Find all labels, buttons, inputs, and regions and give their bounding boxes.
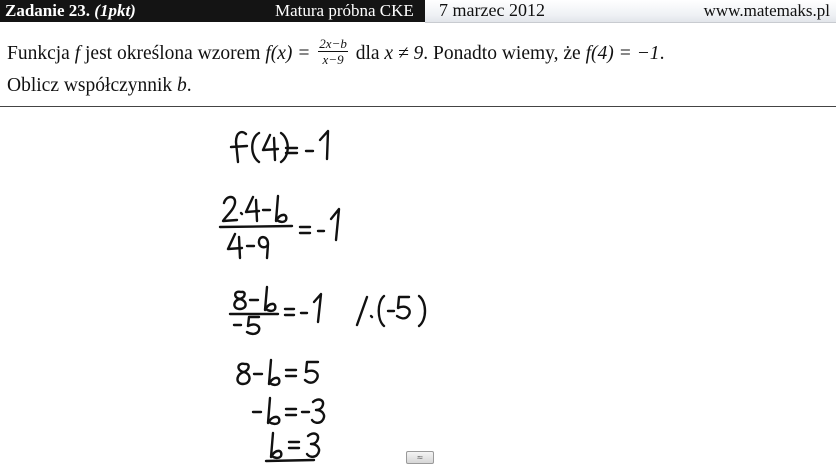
sentence-end: .: [659, 43, 665, 64]
scroll-up-handle[interactable]: [406, 451, 434, 464]
fraction-numerator: 2x−b: [319, 36, 347, 52]
website-link[interactable]: www.matemaks.pl: [703, 1, 830, 20]
question-text: Oblicz współczynnik: [7, 75, 178, 96]
solution-step-3: [230, 287, 425, 334]
exam-name: Matura próbna CKE: [275, 1, 414, 20]
solution-step-5: [253, 398, 324, 424]
given-intro: . Ponadto wiemy, że: [423, 43, 586, 64]
given-condition: f(4) = −1: [585, 43, 660, 64]
domain-text: dla: [350, 43, 385, 64]
task-label: Zadanie 23.: [5, 1, 91, 20]
question-variable: b: [177, 75, 187, 96]
function-symbol: f: [74, 43, 81, 64]
solution-step-2: [220, 196, 339, 258]
question-end: .: [186, 75, 192, 96]
domain-condition: x ≠ 9: [384, 43, 424, 64]
fraction-denominator: x−9: [322, 52, 344, 68]
solution-step-4: [237, 360, 318, 385]
problem-defined-by: jest określona wzorem: [80, 43, 266, 64]
solution-step-6: [266, 433, 319, 461]
exam-date: 7 marzec 2012: [439, 0, 545, 20]
double-chevron-up-icon: ≈: [416, 453, 424, 462]
problem-intro: Funkcja: [7, 43, 75, 64]
task-points: (1pkt): [94, 1, 136, 20]
solution-step-1: [231, 131, 328, 162]
function-formula-lhs: f(x) =: [265, 43, 316, 64]
